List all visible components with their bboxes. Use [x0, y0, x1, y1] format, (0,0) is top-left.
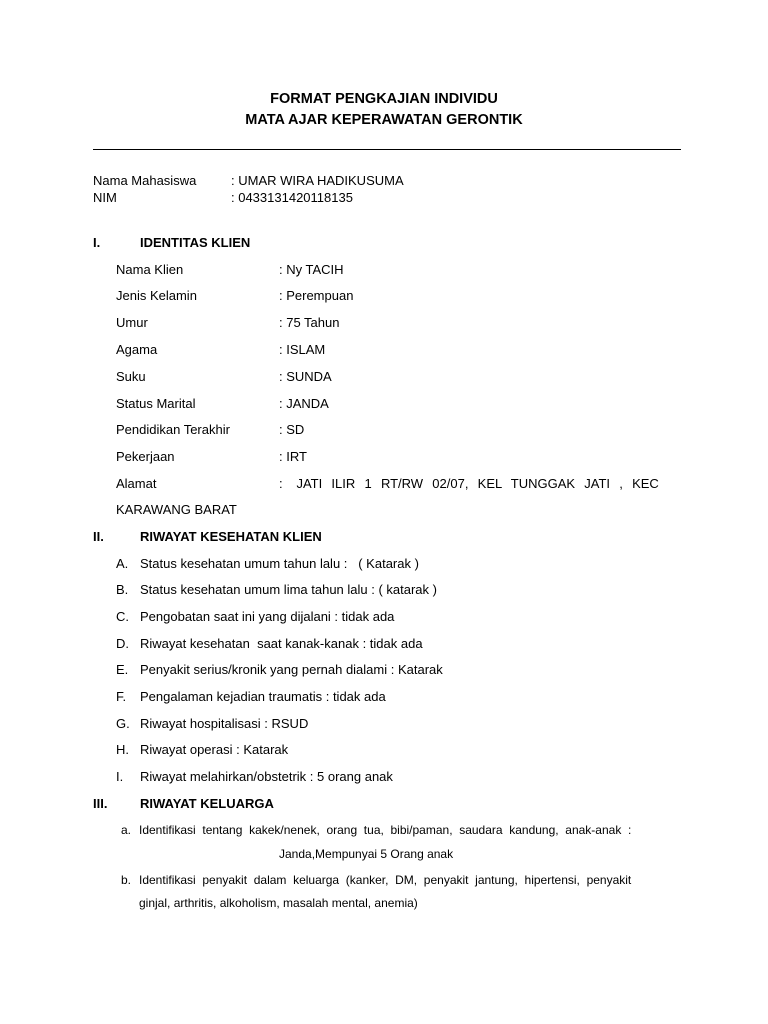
identity-label: Alamat	[116, 476, 157, 491]
history-item-letter: C.	[116, 609, 129, 624]
history-item-letter: D.	[116, 636, 129, 651]
section2-heading: RIWAYAT KESEHATAN KLIEN	[140, 529, 322, 544]
history-item-letter: F.	[116, 689, 127, 704]
student-name-value: : UMAR WIRA HADIKUSUMA	[231, 173, 404, 188]
student-nim-value: : 0433131420118135	[231, 190, 353, 205]
identity-value: : SD	[279, 422, 305, 437]
identity-value: : SUNDA	[279, 369, 332, 384]
identity-value: : ISLAM	[279, 342, 326, 357]
history-item-letter: B.	[116, 582, 129, 597]
family-item-letter: b.	[121, 873, 132, 887]
identity-label: Nama Klien	[116, 262, 184, 277]
history-item-letter: H.	[116, 742, 129, 757]
document-title-line1: FORMAT PENGKAJIAN INDIVIDU	[270, 91, 498, 107]
identity-label: Agama	[116, 342, 158, 357]
identity-value: : Perempuan	[279, 288, 354, 303]
history-item-text: Riwayat kesehatan saat kanak-kanak : tidak ada	[140, 636, 423, 651]
history-item-text: Riwayat operasi : Katarak	[140, 742, 289, 757]
history-item-text: Pengobatan saat ini yang dijalani : tidak ada	[140, 609, 395, 624]
section3-heading: RIWAYAT KELUARGA	[140, 796, 274, 811]
family-item-line1: Identifikasi tentang kakek/nenek, orang tua, bibi/paman, saudara kandung, anak-anak :	[139, 823, 632, 837]
family-item-line2: ginjal, arthritis, alkoholism, masalah mental, anemia)	[139, 896, 418, 910]
family-item-line1: Identifikasi penyakit dalam keluarga (kanker, DM, penyakit jantung, hipertensi, penyakit	[139, 873, 632, 887]
section1-number: I.	[93, 235, 101, 250]
identity-label: Pendidikan Terakhir	[116, 422, 230, 437]
identity-value: : 75 Tahun	[279, 315, 340, 330]
section2-number: II.	[93, 529, 104, 544]
history-item-letter: I.	[116, 769, 124, 784]
history-item-text: Penyakit serius/kronik yang pernah dialami : Katarak	[140, 662, 443, 677]
identity-value: : JANDA	[279, 396, 329, 411]
history-item-letter: G.	[116, 716, 130, 731]
identity-value: : IRT	[279, 449, 307, 464]
identity-label: Pekerjaan	[116, 449, 175, 464]
identity-label: Jenis Kelamin	[116, 288, 197, 303]
document-title-line2: MATA AJAR KEPERAWATAN GERONTIK	[245, 112, 523, 128]
address-continuation: KARAWANG BARAT	[116, 502, 237, 517]
identity-value: : Ny TACIH	[279, 262, 344, 277]
history-item-text: Riwayat melahirkan/obstetrik : 5 orang anak	[140, 769, 393, 784]
student-name-label: Nama Mahasiswa	[93, 173, 197, 188]
identity-label: Umur	[116, 315, 148, 330]
family-item-line2: Janda,Mempunyai 5 Orang anak	[279, 847, 454, 861]
history-item-letter: E.	[116, 662, 129, 677]
history-item-text: Status kesehatan umum lima tahun lalu : ( katarak )	[140, 582, 437, 597]
history-item-text: Status kesehatan umum tahun lalu : ( Katarak )	[140, 556, 419, 571]
identity-label: Suku	[116, 369, 146, 384]
address-value: : JATI ILIR 1 RT/RW 02/07, KEL TUNGGAK JATI , KEC	[279, 476, 659, 491]
history-item-text: Pengalaman kejadian traumatis : tidak ada	[140, 689, 386, 704]
section1-heading: IDENTITAS KLIEN	[140, 235, 251, 250]
history-item-letter: A.	[116, 556, 129, 571]
history-item-text: Riwayat hospitalisasi : RSUD	[140, 716, 309, 731]
student-nim-label: NIM	[93, 190, 117, 205]
section3-number: III.	[93, 796, 108, 811]
identity-label: Status Marital	[116, 396, 196, 411]
title-divider	[93, 149, 681, 150]
family-item-letter: a.	[121, 823, 132, 837]
